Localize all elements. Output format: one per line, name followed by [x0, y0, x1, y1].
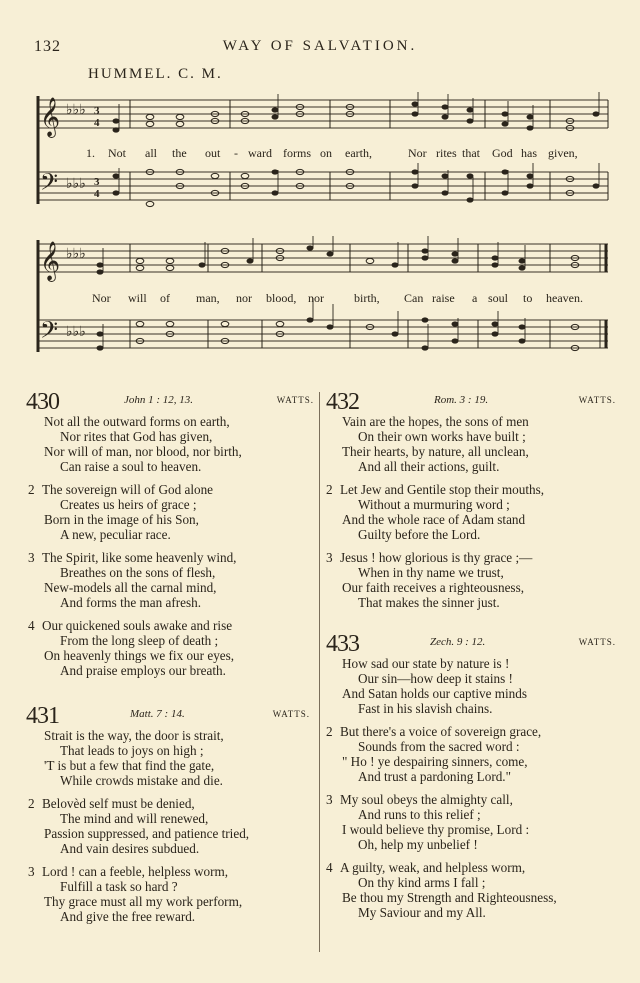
lyric-word: Not [108, 146, 126, 160]
treble-staff-1 [38, 100, 608, 128]
verse-line: " Ho ! ye despairing sinners, come, [342, 754, 528, 769]
treble-clef-icon: 𝄞 [40, 99, 61, 136]
lyric-word: earth, [345, 146, 372, 160]
verse [326, 482, 616, 542]
lyric-word: to [523, 291, 533, 305]
lyric-word: God [492, 146, 513, 160]
verse-number: 3 [28, 864, 35, 879]
page-title: WAY OF SALVATION. [222, 38, 418, 54]
verse-text: My soul obeys the almighty call, [340, 792, 513, 807]
verse-number: 3 [28, 550, 35, 565]
verse-line: On thy kind arms I fall ; [358, 875, 486, 890]
verse-line: And forms the man afresh. [60, 595, 201, 610]
lyric-word: all [145, 146, 157, 160]
verse-line: And give the free reward. [60, 909, 196, 924]
hymn-author: WATTS. [578, 637, 616, 647]
lyric-word: Nor [92, 291, 111, 305]
verse-line [326, 550, 616, 565]
lyric-word: ward [248, 146, 272, 160]
verse-line: And Satan holds our captive minds [342, 686, 527, 701]
verse-number: 4 [326, 860, 333, 875]
verse-line: On heavenly things we fix our eyes, [44, 648, 235, 663]
verse-line [26, 618, 314, 633]
key-signature-icon: ♭♭♭ [66, 247, 86, 262]
scripture-reference: Rom. 3 : 19. [434, 394, 489, 406]
verse [326, 792, 616, 852]
verse-line: And trust a pardoning Lord." [358, 769, 511, 784]
verse-line: I would believe thy promise, Lord : [342, 822, 530, 837]
verse [26, 414, 314, 474]
lyric-word: soul [488, 291, 509, 305]
verse-line: Be thou my Strength and Righteousness, [342, 890, 557, 905]
verse-line: And praise employs our breath. [60, 663, 226, 678]
lyric-word: that [462, 146, 480, 160]
verse-number: 4 [28, 618, 35, 633]
lyric-word: birth, [354, 291, 380, 305]
column-divider [319, 392, 320, 952]
hymn-header [326, 632, 616, 656]
lyric-word: the [172, 146, 187, 160]
verse [326, 414, 616, 474]
page-number: 132 [34, 38, 61, 55]
verse-line: Without a murmuring word ; [358, 497, 510, 512]
verse-line: Nor will of man, nor blood, nor birth, [44, 444, 242, 459]
hymn-number: 430 [26, 389, 59, 415]
verse-line [326, 482, 616, 497]
lyric-word: heaven. [546, 291, 583, 305]
verse-text: Belovèd self must be denied, [42, 796, 195, 811]
hymn-number: 431 [26, 703, 59, 729]
scripture-reference: John 1 : 12, 13. [124, 394, 194, 406]
hymn-number: 433 [326, 631, 359, 657]
hymn-431 [26, 704, 314, 924]
verse-line: And the whole race of Adam stand [342, 512, 526, 527]
verse-line: Not all the outward forms on earth, [44, 414, 230, 429]
verse-line: A new, peculiar race. [60, 527, 171, 542]
verse [26, 550, 314, 610]
verse-line: Born in the image of his Son, [44, 512, 199, 527]
hymn-number: 432 [326, 389, 359, 415]
verse-number: 2 [326, 724, 333, 739]
verse-line: That leads to joys on high ; [60, 743, 204, 758]
hymn-author: WATTS. [272, 709, 310, 719]
verse-line: Our sin—how deep it stains ! [358, 671, 513, 686]
verse [326, 550, 616, 610]
lyric-word: rites [436, 146, 457, 160]
verse [26, 864, 314, 924]
hymn-header [326, 390, 616, 414]
lyric-word: nor [236, 291, 252, 305]
verse-line: When in thy name we trust, [358, 565, 504, 580]
verse-number: 2 [28, 482, 35, 497]
verse-line: Strait is the way, the door is strait, [44, 728, 224, 743]
hymn-header [26, 704, 314, 728]
lyric-line-2 [0, 291, 640, 307]
time-signature-icon: 3 [94, 105, 100, 117]
lyric-word: forms [283, 146, 311, 160]
verse-line: And all their actions, guilt. [358, 459, 500, 474]
verse-line: How sad our state by nature is ! [342, 656, 510, 671]
verse-line [326, 724, 616, 739]
verse [26, 796, 314, 856]
tune-title: HUMMEL. C. M. [88, 66, 223, 82]
time-signature-icon: 4 [94, 117, 100, 129]
verse-number: 3 [326, 792, 333, 807]
verse-line: Creates us heirs of grace ; [60, 497, 197, 512]
bass-staff-1 [38, 172, 608, 200]
verse-text: The sovereign will of God alone [42, 482, 214, 497]
time-signature-icon: 4 [94, 188, 100, 200]
lyric-word: has [521, 146, 537, 160]
lyric-word: blood, [266, 291, 297, 305]
lyric-word: - [234, 146, 238, 160]
scripture-reference: Matt. 7 : 14. [130, 708, 185, 720]
verse [26, 728, 314, 788]
hymn-432 [326, 390, 616, 610]
verse-line: Guilty before the Lord. [358, 527, 481, 542]
verse-line: Fast in his slavish chains. [358, 701, 493, 716]
lyric-word: of [160, 291, 170, 305]
verse-line: From the long sleep of death ; [60, 633, 219, 648]
verse-text: Jesus ! how glorious is thy grace ;— [340, 550, 533, 565]
verse [326, 656, 616, 716]
verse-number: 2 [326, 482, 333, 497]
lyric-line-1 [0, 146, 640, 162]
lyric-word: a [472, 291, 478, 305]
verse-line: Their hearts, by nature, all unclean, [342, 444, 529, 459]
treble-clef-icon: 𝄞 [40, 243, 61, 280]
verse-line: And runs to this relief ; [358, 807, 481, 822]
verse-line [26, 796, 314, 811]
verse-text: Our quickened souls awake and rise [42, 618, 233, 633]
verse [326, 860, 616, 920]
lyric-word: out [205, 146, 221, 160]
verse-line: Our faith receives a righteousness, [342, 580, 524, 595]
verse-line: New-models all the carnal mind, [44, 580, 217, 595]
lyric-word: Can [404, 291, 424, 305]
hymn-header [26, 390, 314, 414]
verse-line [26, 864, 314, 879]
verse-line: Fulfill a task so hard ? [60, 879, 178, 894]
verse-number: 3 [326, 550, 333, 565]
verse-text: Lord ! can a feeble, helpless worm, [42, 864, 229, 879]
lyric-word: 1. [86, 146, 95, 160]
verse-line: Passion suppressed, and patience tried, [44, 826, 250, 841]
bass-clef-icon: 𝄢 [40, 318, 59, 349]
verse-line: Nor rites that God has given, [60, 429, 213, 444]
verse-line: The mind and will renewed, [60, 811, 209, 826]
verse-text: But there's a voice of sovereign grace, [340, 724, 542, 739]
verse-line: Vain are the hopes, the sons of men [342, 414, 529, 429]
verse-line: Breathes on the sons of flesh, [60, 565, 216, 580]
hymn-433 [326, 632, 616, 920]
verse-text: Let Jew and Gentile stop their mouths, [340, 482, 545, 497]
hymn-430 [26, 390, 314, 678]
bass-clef-icon: 𝄢 [40, 170, 59, 201]
verse-line: Thy grace must all my work perform, [44, 894, 243, 909]
key-signature-icon: ♭♭♭ [66, 177, 86, 192]
scripture-reference: Zech. 9 : 12. [430, 636, 486, 648]
lyric-word: on [320, 146, 332, 160]
lyric-word: Nor [408, 146, 427, 160]
verse-text: A guilty, weak, and helpless worm, [340, 860, 526, 875]
verse-line [326, 860, 616, 875]
verse-number: 2 [28, 796, 35, 811]
verse-line: While crowds mistake and die. [60, 773, 223, 788]
verse-line [26, 482, 314, 497]
hymn-author: WATTS. [578, 395, 616, 405]
lyric-word: raise [432, 291, 455, 305]
key-signature-icon: ♭♭♭ [66, 103, 86, 118]
verse-line: Can raise a soul to heaven. [60, 459, 202, 474]
verse [26, 618, 314, 678]
verse-line: On their own works have built ; [358, 429, 526, 444]
verse-line: Sounds from the sacred word : [358, 739, 520, 754]
verse-line: That makes the sinner just. [358, 595, 500, 610]
verse-text: The Spirit, like some heavenly wind, [42, 550, 237, 565]
hymn-author: WATTS. [276, 395, 314, 405]
key-signature-icon: ♭♭♭ [66, 325, 86, 340]
lyric-word: man, [196, 291, 220, 305]
time-signature-icon: 3 [94, 176, 100, 188]
verse [26, 482, 314, 542]
verse-line [326, 792, 616, 807]
verse-line [26, 550, 314, 565]
verse-line: Oh, help my unbelief ! [358, 837, 478, 852]
lyric-word: will [128, 291, 147, 305]
verse-line: And vain desires subdued. [60, 841, 200, 856]
lyric-word: given, [548, 146, 578, 160]
verse-line: My Saviour and my All. [358, 905, 486, 920]
bass-staff-2 [38, 320, 608, 348]
verse-line: 'T is but a few that find the gate, [44, 758, 215, 773]
verse [326, 724, 616, 784]
lyric-word: nor [308, 291, 324, 305]
